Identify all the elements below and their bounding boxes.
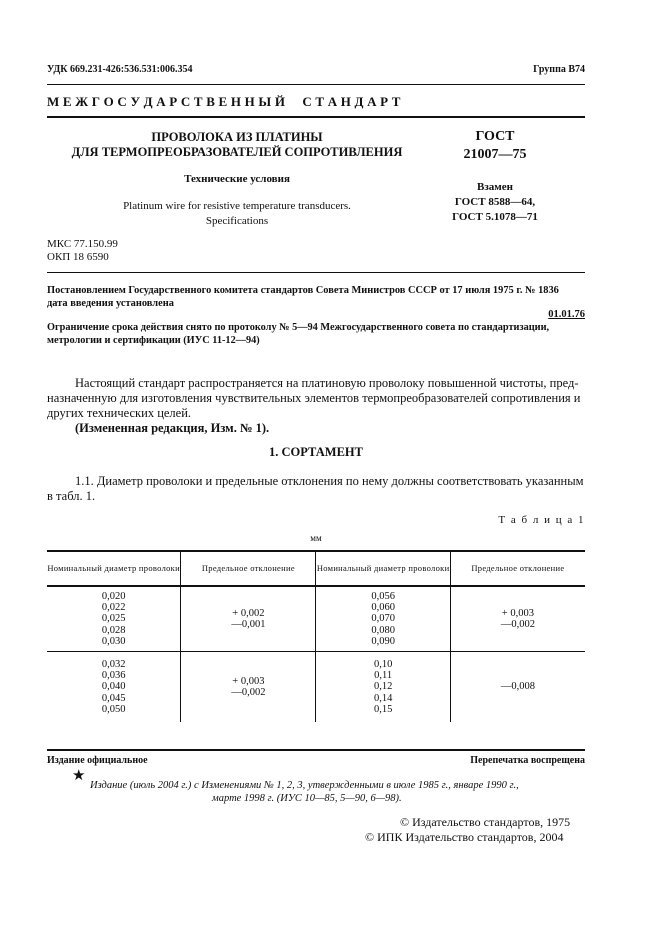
group-code: Группа B74	[533, 64, 585, 75]
mks-code: МКС 77.150.99	[47, 238, 118, 250]
diameter-value: 0,028	[101, 624, 126, 636]
edition-note-line-1: Издание (июль 2004 г.) с Изменениями № 1, 2, 3, утвержденными в июле 1985 г., январе 1990 г.,	[90, 780, 519, 791]
diameter-value: 0,060	[371, 602, 395, 614]
title-line-1: ПРОВОЛОКА ИЗ ПЛАТИНЫ	[151, 130, 323, 144]
intro-paragraph	[47, 376, 585, 436]
decree-block	[47, 284, 585, 310]
clause-line-2: в табл. 1.	[47, 489, 96, 503]
diameter-value: 0,12	[373, 681, 393, 693]
header-nominal-diameter-1: Номинальный диаметр проволоки	[47, 551, 181, 586]
diameter-value: 0,11	[374, 670, 393, 682]
diameter-value: 0,045	[101, 692, 126, 704]
table-row	[47, 586, 585, 652]
udk-code: УДК 669.231-426:536.531:006.354	[47, 64, 193, 75]
gost-designation	[430, 128, 560, 164]
clause-1-1	[47, 474, 585, 504]
header-rule	[47, 84, 585, 85]
restriction-line-2: метрологии и сертификации (ИУС 11-12—94)	[47, 335, 260, 346]
tolerance-cell	[450, 586, 585, 652]
diameter-value: 0,032	[101, 658, 126, 670]
diameter-value: 0,030	[101, 635, 126, 647]
tolerance-cell	[181, 652, 316, 723]
tolerance-lower: —0,002	[500, 619, 535, 630]
diameter-cell	[316, 652, 450, 723]
codes-rule	[47, 272, 585, 273]
diameter-value: 0,080	[371, 624, 395, 636]
gost-number: 21007—75	[463, 147, 527, 162]
diameter-cell	[47, 586, 181, 652]
tolerance-lower: —0,001	[231, 619, 266, 630]
table-unit: мм	[310, 533, 322, 543]
diameter-value: 0,040	[101, 681, 126, 693]
decree-line-1: Постановлением Государственного комитета стандартов Совета Министров СССР от 17 июля 1975 г. № 1836	[47, 285, 559, 296]
header-nominal-diameter-2: Номинальный диаметр проволоки	[316, 551, 450, 586]
effective-date: 01.01.76	[548, 309, 585, 320]
tolerance-lower: —0,002	[231, 687, 266, 698]
diameter-value: 0,025	[101, 613, 126, 625]
diameter-value: 0,056	[371, 590, 395, 602]
copyright-2004: © ИПК Издательство стандартов, 2004	[365, 830, 564, 844]
interstate-standard-banner: М Е Ж Г О С У Д А Р С Т В Е Н Н Ы Й С Т А Н Д А Р Т	[47, 94, 401, 109]
document-title	[47, 130, 427, 160]
diameter-value: 0,10	[373, 658, 393, 670]
diameter-value: 0,15	[373, 703, 393, 715]
title-line-2: ДЛЯ ТЕРМОПРЕОБРАЗОВАТЕЛЕЙ СОПРОТИВЛЕНИЯ	[71, 145, 403, 159]
diameter-value: 0,022	[101, 602, 126, 614]
table-row	[47, 652, 585, 723]
copyright-1975: © Издательство стандартов, 1975	[400, 815, 571, 829]
tolerance-cell	[450, 652, 585, 723]
english-title-line-1: Platinum wire for resistive temperature transducers.	[123, 200, 351, 212]
replaced-standard-1: ГОСТ 8588—64,	[454, 196, 536, 208]
replaced-standard-2: ГОСТ 5.1078—71	[452, 211, 538, 223]
official-edition-label: Издание официальное	[47, 755, 148, 766]
header-tolerance-2: Предельное отклонение	[450, 551, 585, 586]
header-tolerance-1: Предельное отклонение	[181, 551, 316, 586]
intro-line-1: Настоящий стандарт распространяется на платиновую проволоку повышенной чистоты, пред-	[75, 376, 579, 390]
diameter-cell	[47, 652, 181, 723]
classification-codes	[47, 238, 118, 264]
tolerance-cell	[181, 586, 316, 652]
tolerance-upper: + 0,003	[232, 675, 265, 687]
diameter-value: 0,070	[371, 613, 395, 625]
edition-note	[90, 779, 519, 805]
footer-rule	[47, 749, 585, 751]
clause-line-1: 1.1. Диаметр проволоки и предельные отклонения по нему должны соответствовать указанным	[75, 474, 584, 488]
star-icon: ★	[72, 768, 86, 784]
copyright-block	[365, 815, 585, 845]
diameter-value: 0,020	[101, 590, 126, 602]
intro-line-2: назначенную для изготовления чувствительных элементов термопреобразователей сопротивления и	[47, 391, 581, 405]
amendment-note: (Измененная редакция, Изм. № 1).	[75, 421, 270, 435]
restriction-block	[47, 321, 585, 347]
english-title	[47, 199, 427, 229]
diameter-value: 0,14	[373, 692, 393, 704]
intro-line-3: других технических целей.	[47, 406, 192, 420]
gost-label: ГОСТ	[475, 129, 515, 144]
replaces-label: Взамен	[477, 181, 513, 193]
replaces-block	[430, 180, 560, 225]
table-caption: Т а б л и ц а 1	[498, 514, 585, 526]
restriction-line-1: Ограничение срока действия снято по протоколу № 5—94 Межгосударственного совета по стандартизации,	[47, 322, 550, 333]
diameter-value: 0,036	[101, 670, 126, 682]
diameter-value: 0,050	[101, 703, 126, 715]
tolerance-value: —0,008	[500, 681, 535, 693]
english-title-line-2: Specifications	[205, 215, 269, 227]
diameter-cell	[316, 586, 450, 652]
decree-line-2: дата введения установлена	[47, 298, 174, 309]
diameter-value: 0,090	[371, 635, 395, 647]
reprint-prohibited-label: Перепечатка воспрещена	[470, 755, 585, 766]
edition-note-line-2: марте 1998 г. (ИУС 10—85, 5—90, 6—98).	[212, 793, 402, 804]
table-header-row	[47, 551, 585, 586]
banner-rule	[47, 116, 585, 118]
tolerance-upper: + 0,002	[232, 607, 265, 619]
okp-code: ОКП 18 6590	[47, 251, 109, 263]
diameter-table	[47, 550, 585, 722]
tolerance-upper: + 0,003	[501, 607, 534, 619]
section-heading: 1. СОРТАМЕНТ	[269, 445, 363, 459]
document-subtitle: Технические условия	[184, 173, 290, 185]
